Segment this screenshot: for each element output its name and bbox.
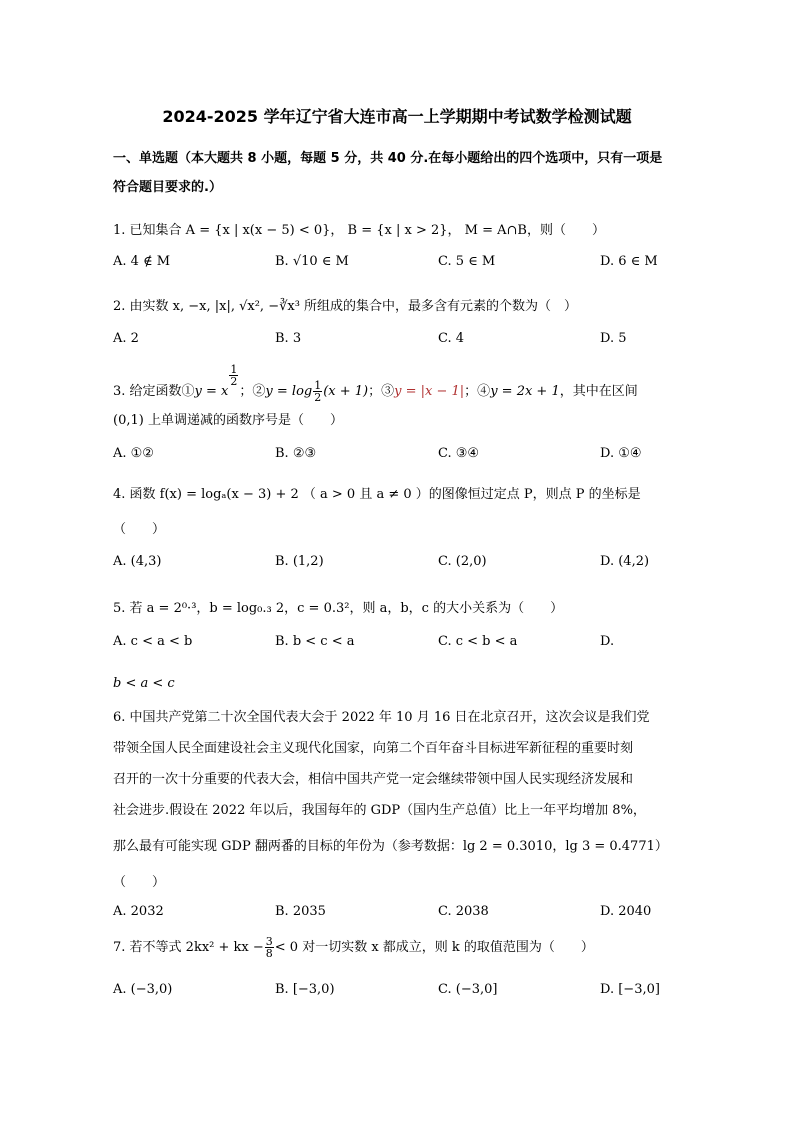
q3-func-1-exponent xyxy=(229,364,238,387)
q7-fraction-den: 8 xyxy=(265,947,273,960)
question-6-line-5: 那么最有可能实现 GDP 翻两番的目标的年份为（参考数据：lg 2 = 0.3010，lg 3 = 0.4771） xyxy=(113,839,668,854)
q2-option-b: B. 3 xyxy=(275,331,302,346)
question-4-stem-line2: （ ） xyxy=(113,522,166,537)
q3-sep-2: ；③ xyxy=(368,384,395,399)
q3-stem-b: ，其中在区间 xyxy=(559,384,638,399)
q3-func-4: y = 2x + 1 xyxy=(490,384,560,399)
q5-option-d-value: b < a < c xyxy=(113,676,175,691)
q5-option-c: C. c < b < a xyxy=(438,634,518,649)
question-6-line-1: 6. 中国共产党第二十次全国代表大会于 2022 年 10 月 16 日在北京召开，这次会议是我们党 xyxy=(113,710,650,725)
section-heading-line1: 一、单选题（本大题共 8 小题，每题 5 分，共 40 分.在每小题给出的四个选项中，只有一项是 xyxy=(113,151,663,166)
question-2-stem: 2. 由实数 x, −x, |x|, √x², −∛x³ 所组成的集合中，最多含有元素的个数为（ ） xyxy=(113,299,578,314)
q1-option-d: D. 6 ∈ M xyxy=(600,254,658,269)
q3-option-c: C. ③④ xyxy=(438,446,480,461)
q6-option-c: C. 2038 xyxy=(438,904,489,919)
q7-fraction-num: 3 xyxy=(265,935,273,948)
q3-option-a: A. ①② xyxy=(113,446,154,461)
q4-option-a: A. (4,3) xyxy=(113,554,162,569)
question-3-stem-line2: (0,1) 上单调递减的函数序号是（ ） xyxy=(113,413,343,428)
q7-option-d: D. [−3,0] xyxy=(600,982,660,997)
q7-option-b: B. [−3,0) xyxy=(275,982,335,997)
q7-option-a: A. (−3,0) xyxy=(113,982,173,997)
question-3-stem xyxy=(113,364,638,403)
q3-func-2-base-num: 1 xyxy=(314,379,322,392)
question-6-line-4: 社会进步.假设在 2022 年以后，我国每年的 GDP（国内生产总值）比上一年平均增加 8%， xyxy=(113,803,646,818)
q1-option-c: C. 5 ∈ M xyxy=(438,254,496,269)
q3-option-d: D. ①④ xyxy=(600,446,642,461)
q3-func-1: y = x xyxy=(194,384,229,399)
q3-stem-a: 3. 给定函数① xyxy=(113,384,195,399)
q2-option-a: A. 2 xyxy=(113,331,139,346)
q6-option-a: A. 2032 xyxy=(113,904,164,919)
q1-option-a: A. 4 ∉ M xyxy=(113,254,171,269)
q3-sep-3: ；④ xyxy=(464,384,491,399)
q3-func-3: y = |x − 1| xyxy=(394,384,465,399)
q7-fraction xyxy=(265,936,274,959)
question-6-line-2: 带领全国人民全面建设社会主义现代化国家，向第二个百年奋斗目标进军新征程的重要时刻 xyxy=(113,741,634,756)
q2-option-c: C. 4 xyxy=(438,331,465,346)
q7-stem-a: 7. 若不等式 2kx² + kx − xyxy=(113,940,264,955)
q5-option-a: A. c < a < b xyxy=(113,634,193,649)
q5-option-d: D. xyxy=(600,634,615,649)
question-7-stem xyxy=(113,936,594,959)
page-title: 2024-2025 学年辽宁省大连市高一上学期期中考试数学检测试题 xyxy=(162,107,632,126)
q3-func-2: y = log xyxy=(265,384,313,399)
q3-sep-1: ；② xyxy=(239,384,266,399)
q1-option-b: B. √10 ∈ M xyxy=(275,254,349,269)
q3-func-2-arg: (x + 1) xyxy=(323,384,369,399)
question-4-stem: 4. 函数 f(x) = logₐ(x − 3) + 2 （ a > 0 且 a ≠ 0 ）的图像恒过定点 P，则点 P 的坐标是 xyxy=(113,487,641,502)
q5-option-b: B. b < c < a xyxy=(275,634,355,649)
question-5-stem: 5. 若 a = 2⁰·³，b = log₀.₃ 2，c = 0.3²，则 a，b，c 的大小关系为（ ） xyxy=(113,601,564,616)
q7-option-c: C. (−3,0] xyxy=(438,982,498,997)
q6-option-d: D. 2040 xyxy=(600,904,652,919)
section-heading-line2: 符合题目要求的.） xyxy=(113,180,222,195)
q3-func-2-base-den: 2 xyxy=(314,391,322,404)
q3-option-b: B. ②③ xyxy=(275,446,317,461)
q2-option-d: D. 5 xyxy=(600,331,627,346)
q4-option-d: D. (4,2) xyxy=(600,554,650,569)
q3-func-2-base xyxy=(313,380,322,403)
question-6-line-6: （ ） xyxy=(113,875,166,890)
q6-option-b: B. 2035 xyxy=(275,904,326,919)
question-1-stem: 1. 已知集合 A = {x | x(x − 5) < 0}， B = {x | x > 2}， M = A∩B，则（ ） xyxy=(113,223,605,238)
q4-option-b: B. (1,2) xyxy=(275,554,324,569)
q3-func-1-exp-num: 1 xyxy=(230,363,238,376)
q7-stem-b: < 0 对一切实数 x 都成立，则 k 的取值范围为（ ） xyxy=(274,940,594,955)
q3-func-1-exp-den: 2 xyxy=(230,375,238,388)
question-6-line-3: 召开的一次十分重要的代表大会，相信中国共产党一定会继续带领中国人民实现经济发展和 xyxy=(113,772,634,787)
q4-option-c: C. (2,0) xyxy=(438,554,487,569)
